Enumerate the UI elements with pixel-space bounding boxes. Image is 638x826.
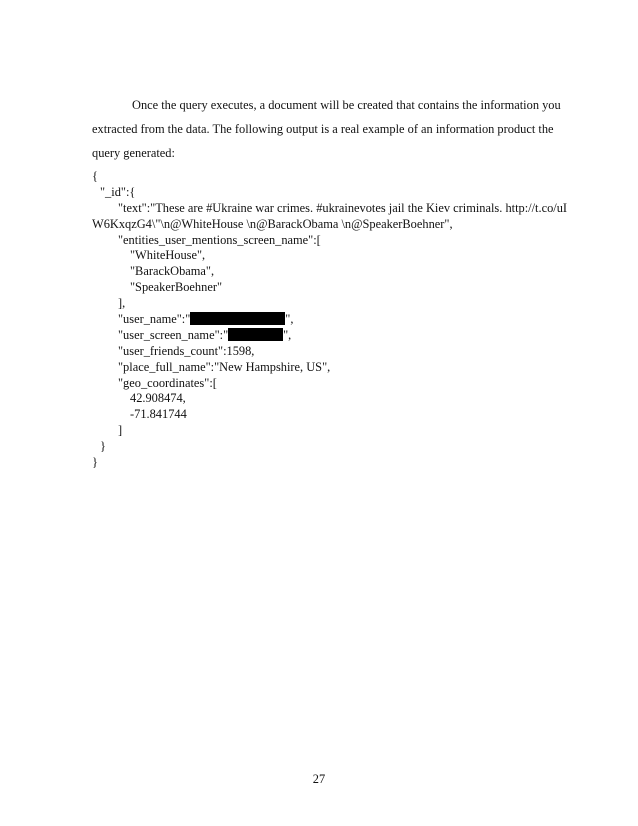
paragraph-line-3: query generated: bbox=[92, 146, 175, 160]
code-line-user-name bbox=[92, 312, 592, 328]
code-line: W6KxqzG4\"\n@WhiteHouse \n@BarackObama \n@SpeakerBoehner", bbox=[92, 216, 453, 231]
paragraph-line-2: extracted from the data. The following output is a real example of an information product the bbox=[92, 122, 554, 136]
code-line: "SpeakerBoehner" bbox=[130, 280, 222, 295]
json-output-block bbox=[92, 169, 592, 471]
code-line: ] bbox=[118, 423, 123, 438]
code-line: "BarackObama", bbox=[130, 264, 215, 279]
redaction-bar bbox=[228, 328, 283, 341]
code-line: "geo_coordinates":[ bbox=[118, 375, 217, 390]
code-line: -71.841744 bbox=[130, 407, 187, 422]
code-line: "_id":{ bbox=[100, 184, 136, 199]
code-line: "user_friends_count":1598, bbox=[118, 343, 255, 358]
code-line-user-screen-name bbox=[92, 328, 592, 344]
paragraph-line-1-text: Once the query executes, a document will be created that contains the information you bbox=[132, 98, 561, 112]
user-screen-name-suffix: ", bbox=[283, 327, 292, 342]
code-line: "place_full_name":"New Hampshire, US", bbox=[118, 359, 331, 374]
code-line: } bbox=[92, 455, 98, 470]
code-line: "text":"These are #Ukraine war crimes. #ukrainevotes jail the Kiev criminals. http://t.co/uI bbox=[118, 200, 568, 215]
code-line: "WhiteHouse", bbox=[130, 248, 206, 263]
redaction-bar bbox=[190, 312, 285, 325]
user-name-key: "user_name":" bbox=[118, 312, 191, 327]
intro-paragraph bbox=[92, 93, 582, 165]
user-screen-name-key: "user_screen_name":" bbox=[118, 327, 229, 342]
page-number: 27 bbox=[312, 772, 326, 786]
user-name-suffix: ", bbox=[285, 312, 294, 327]
code-line: 42.908474, bbox=[130, 391, 186, 406]
code-line: { bbox=[92, 169, 98, 183]
code-line: } bbox=[100, 439, 106, 454]
paragraph-line-1 bbox=[92, 93, 582, 117]
code-line: ], bbox=[118, 296, 126, 311]
code-line: "entities_user_mentions_screen_name":[ bbox=[118, 232, 321, 247]
